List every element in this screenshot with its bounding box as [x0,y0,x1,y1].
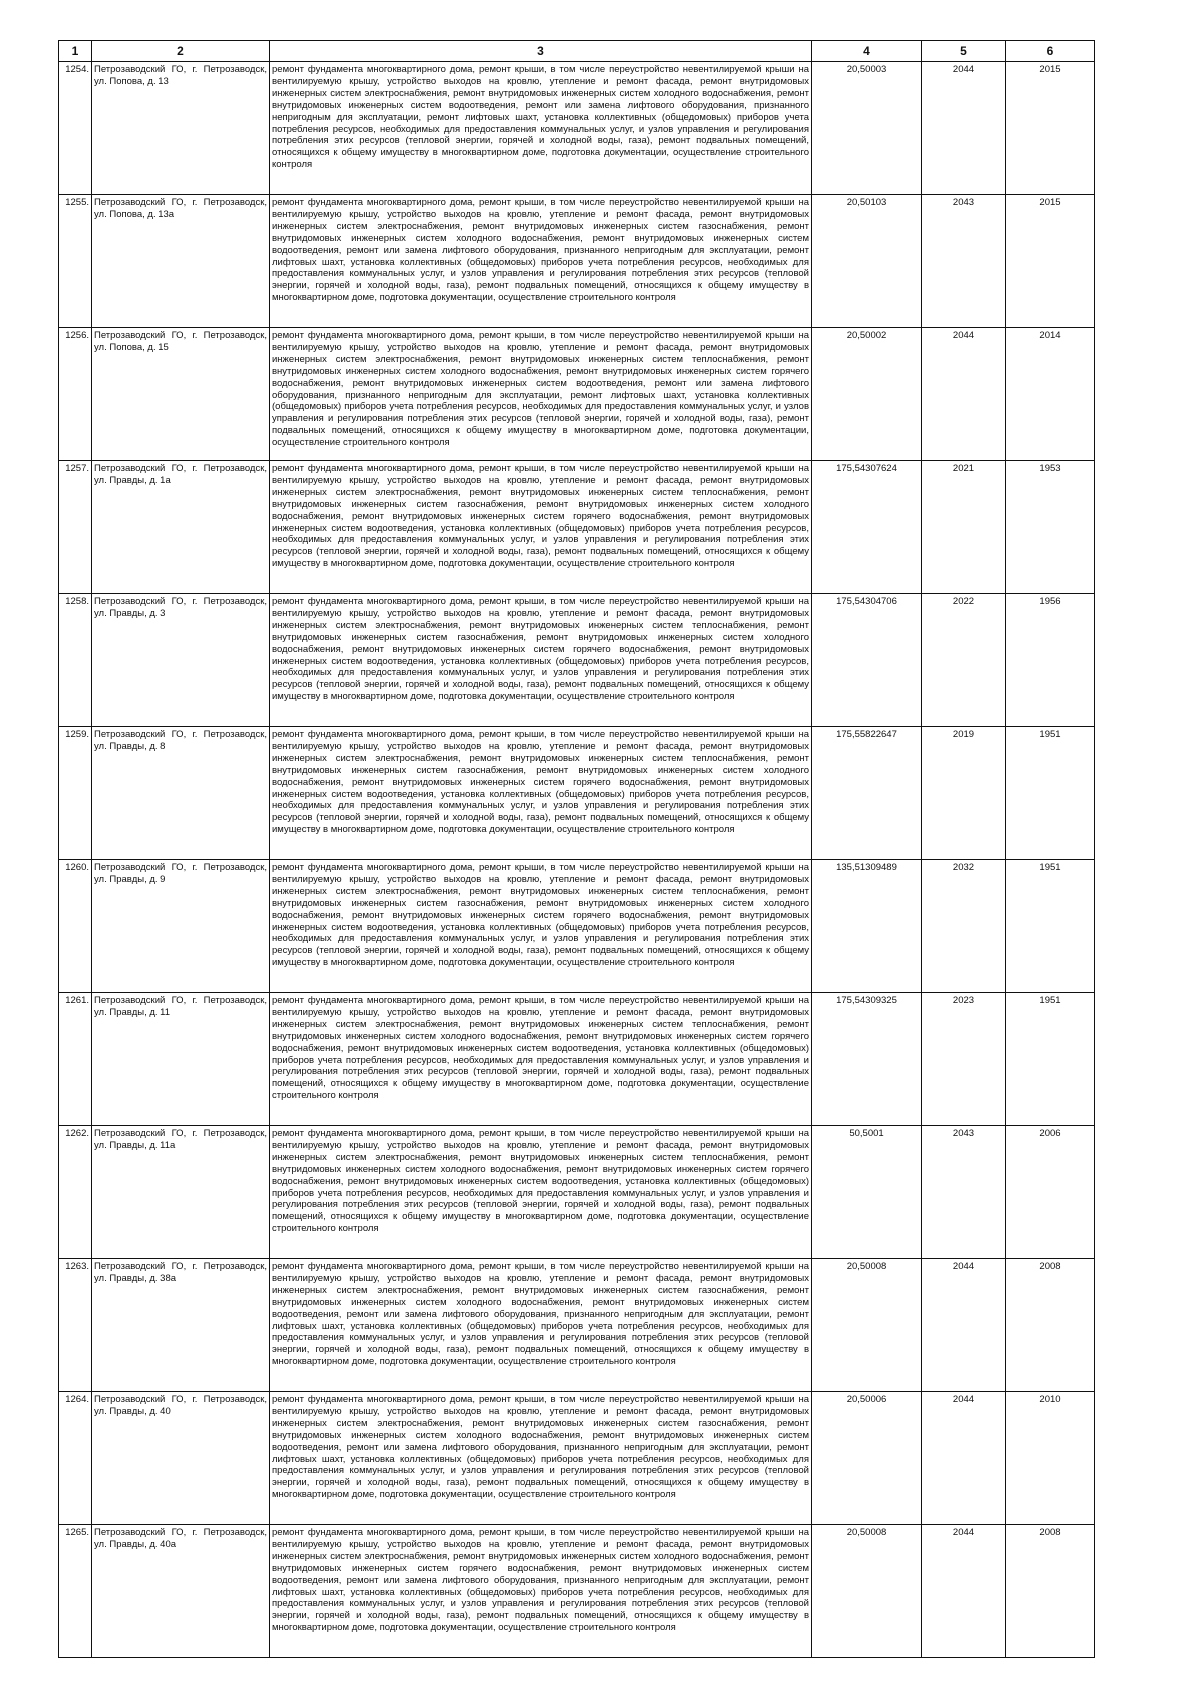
row-value-5: 2044 [922,1392,1006,1525]
row-value-5: 2043 [922,195,1006,328]
row-works: ремонт фундамента многоквартирного дома, ремонт крыши, в том числе переустройство невентилируемой крыши на вентилируемую крышу, устройство выходов на кровлю, утепление и ремонт фасада, ремонт внутридомовых инженерных систем электроснабжения, ремонт внутридомовых инженерных систем теплоснабжения, ремонт внутридомовых инженерных систем холодного водоснабжения, ремонт внутридомовых инженерных систем горячего водоснабжения, ремонт внутридомовых инженерных систем водоотведения, ремонт или замена лифтового оборудования, признанного непригодным для эксплуатации, ремонт лифтовых шахт, установка коллективных (общедомовых) приборов учета потребления ресурсов, необходимых для предоставления коммунальных услуг, и узлов управления и регулирования потребления этих ресурсов (тепловой энергии, горячей и холодной воды, газа), ремонт подвальных помещений, относящихся к общему имуществу в многоквартирном доме, подготовка документации, осуществление строительного контроля [270,328,812,461]
row-value-6: 2014 [1006,328,1095,461]
row-address: Петрозаводский ГО, г. Петрозаводск, ул. Правды, д. 9 [92,860,270,993]
row-value-4: 175,55822647 [812,727,922,860]
column-header-3: 3 [270,41,812,62]
table-row [59,993,1095,1126]
table-row [59,860,1095,993]
row-number: 1257. [59,461,92,594]
row-number: 1258. [59,594,92,727]
row-value-5: 2019 [922,727,1006,860]
row-value-5: 2044 [922,328,1006,461]
row-value-6: 1951 [1006,727,1095,860]
row-works: ремонт фундамента многоквартирного дома, ремонт крыши, в том числе переустройство невентилируемой крыши на вентилируемую крышу, устройство выходов на кровлю, утепление и ремонт фасада, ремонт внутридомовых инженерных систем электроснабжения, ремонт внутридомовых инженерных систем теплоснабжения, ремонт внутридомовых инженерных систем холодного водоснабжения, ремонт внутридомовых инженерных систем горячего водоснабжения, ремонт внутридомовых инженерных систем водоотведения, установка коллективных (общедомовых) приборов учета потребления ресурсов, необходимых для предоставления коммунальных услуг, и узлов управления и регулирования потребления этих ресурсов (тепловой энергии, горячей и холодной воды, газа), ремонт подвальных помещений, относящихся к общему имуществу в многоквартирном доме, подготовка документации, осуществление строительного контроля [270,1126,812,1259]
row-works: ремонт фундамента многоквартирного дома, ремонт крыши, в том числе переустройство невентилируемой крыши на вентилируемую крышу, устройство выходов на кровлю, утепление и ремонт фасада, ремонт внутридомовых инженерных систем электроснабжения, ремонт внутридомовых инженерных систем холодного водоснабжения, ремонт внутридомовых инженерных систем горячего водоснабжения, ремонт внутридомовых инженерных систем водоотведения, ремонт или замена лифтового оборудования, признанного непригодным для эксплуатации, ремонт лифтовых шахт, установка коллективных (общедомовых) приборов учета потребления ресурсов, необходимых для предоставления коммунальных услуг, и узлов управления и регулирования потребления этих ресурсов (тепловой энергии, горячей и холодной воды, газа), ремонт подвальных помещений, относящихся к общему имуществу в многоквартирном доме, подготовка документации, осуществление строительного контроля [270,1525,812,1658]
row-value-6: 1951 [1006,860,1095,993]
row-value-6: 2015 [1006,195,1095,328]
row-value-4: 135,51309489 [812,860,922,993]
row-value-6: 2010 [1006,1392,1095,1525]
row-value-4: 20,50008 [812,1525,922,1658]
row-value-5: 2043 [922,1126,1006,1259]
header-row [59,41,1095,62]
row-number: 1260. [59,860,92,993]
row-works: ремонт фундамента многоквартирного дома, ремонт крыши, в том числе переустройство невентилируемой крыши на вентилируемую крышу, устройство выходов на кровлю, утепление и ремонт фасада, ремонт внутридомовых инженерных систем электроснабжения, ремонт внутридомовых инженерных систем холодного водоснабжения, ремонт внутридомовых инженерных систем водоотведения, ремонт или замена лифтового оборудования, признанного непригодным для эксплуатации, ремонт лифтовых шахт, установка коллективных (общедомовых) приборов учета потребления ресурсов, необходимых для предоставления коммунальных услуг, и узлов управления и регулирования потребления этих ресурсов (тепловой энергии, горячей и холодной воды, газа), ремонт подвальных помещений, относящихся к общему имуществу в многоквартирном доме, подготовка документации, осуществление строительного контроля [270,62,812,195]
row-value-6: 2008 [1006,1259,1095,1392]
row-address: Петрозаводский ГО, г. Петрозаводск, ул. Правды, д. 3 [92,594,270,727]
row-works: ремонт фундамента многоквартирного дома, ремонт крыши, в том числе переустройство невентилируемой крыши на вентилируемую крышу, устройство выходов на кровлю, утепление и ремонт фасада, ремонт внутридомовых инженерных систем электроснабжения, ремонт внутридомовых инженерных систем теплоснабжения, ремонт внутридомовых инженерных систем газоснабжения, ремонт внутридомовых инженерных систем холодного водоснабжения, ремонт внутридомовых инженерных систем горячего водоснабжения, ремонт внутридомовых инженерных систем водоотведения, установка коллективных (общедомовых) приборов учета потребления ресурсов, необходимых для предоставления коммунальных услуг, и узлов управления и регулирования потребления этих ресурсов (тепловой энергии, горячей и холодной воды, газа), ремонт подвальных помещений, относящихся к общему имуществу в многоквартирном доме, подготовка документации, осуществление строительного контроля [270,727,812,860]
column-header-2: 2 [92,41,270,62]
row-address: Петрозаводский ГО, г. Петрозаводск, ул. Правды, д. 38а [92,1259,270,1392]
table-row [59,62,1095,195]
row-works: ремонт фундамента многоквартирного дома, ремонт крыши, в том числе переустройство невентилируемой крыши на вентилируемую крышу, устройство выходов на кровлю, утепление и ремонт фасада, ремонт внутридомовых инженерных систем электроснабжения, ремонт внутридомовых инженерных систем теплоснабжения, ремонт внутридомовых инженерных систем газоснабжения, ремонт внутридомовых инженерных систем холодного водоснабжения, ремонт внутридомовых инженерных систем горячего водоснабжения, ремонт внутридомовых инженерных систем водоотведения, установка коллективных (общедомовых) приборов учета потребления ресурсов, необходимых для предоставления коммунальных услуг, и узлов управления и регулирования потребления этих ресурсов (тепловой энергии, горячей и холодной воды, газа), ремонт подвальных помещений, относящихся к общему имуществу в многоквартирном доме, подготовка документации, осуществление строительного контроля [270,461,812,594]
row-number: 1265. [59,1525,92,1658]
row-value-5: 2044 [922,1259,1006,1392]
row-address: Петрозаводский ГО, г. Петрозаводск, ул. Правды, д. 11 [92,993,270,1126]
row-value-4: 175,54304706 [812,594,922,727]
row-value-4: 20,50103 [812,195,922,328]
row-address: Петрозаводский ГО, г. Петрозаводск, ул. Попова, д. 13 [92,62,270,195]
row-number: 1255. [59,195,92,328]
row-address: Петрозаводский ГО, г. Петрозаводск, ул. Правды, д. 8 [92,727,270,860]
table-row [59,328,1095,461]
row-number: 1254. [59,62,92,195]
row-address: Петрозаводский ГО, г. Петрозаводск, ул. Правды, д. 11а [92,1126,270,1259]
row-value-4: 175,54309325 [812,993,922,1126]
row-value-4: 50,5001 [812,1126,922,1259]
row-value-6: 2008 [1006,1525,1095,1658]
row-value-4: 175,54307624 [812,461,922,594]
row-value-4: 20,50002 [812,328,922,461]
housing-repair-table [58,40,1095,1658]
row-value-6: 2015 [1006,62,1095,195]
row-address: Петрозаводский ГО, г. Петрозаводск, ул. Правды, д. 40а [92,1525,270,1658]
table-row [59,1259,1095,1392]
row-address: Петрозаводский ГО, г. Петрозаводск, ул. Попова, д. 13а [92,195,270,328]
row-number: 1259. [59,727,92,860]
row-value-4: 20,50006 [812,1392,922,1525]
table-row [59,1392,1095,1525]
row-value-4: 20,50003 [812,62,922,195]
row-works: ремонт фундамента многоквартирного дома, ремонт крыши, в том числе переустройство невентилируемой крыши на вентилируемую крышу, устройство выходов на кровлю, утепление и ремонт фасада, ремонт внутридомовых инженерных систем электроснабжения, ремонт внутридомовых инженерных систем газоснабжения, ремонт внутридомовых инженерных систем холодного водоснабжения, ремонт внутридомовых инженерных систем водоотведения, ремонт или замена лифтового оборудования, признанного непригодным для эксплуатации, ремонт лифтовых шахт, установка коллективных (общедомовых) приборов учета потребления ресурсов, необходимых для предоставления коммунальных услуг, и узлов управления и регулирования потребления этих ресурсов (тепловой энергии, горячей и холодной воды, газа), ремонт подвальных помещений, относящихся к общему имуществу в многоквартирном доме, подготовка документации, осуществление строительного контроля [270,1259,812,1392]
document-page [58,40,1094,1658]
row-value-5: 2021 [922,461,1006,594]
row-number: 1264. [59,1392,92,1525]
column-header-1: 1 [59,41,92,62]
row-value-6: 1956 [1006,594,1095,727]
table-row [59,1126,1095,1259]
row-number: 1263. [59,1259,92,1392]
row-address: Петрозаводский ГО, г. Петрозаводск, ул. Правды, д. 40 [92,1392,270,1525]
row-works: ремонт фундамента многоквартирного дома, ремонт крыши, в том числе переустройство невентилируемой крыши на вентилируемую крышу, устройство выходов на кровлю, утепление и ремонт фасада, ремонт внутридомовых инженерных систем электроснабжения, ремонт внутридомовых инженерных систем теплоснабжения, ремонт внутридомовых инженерных систем газоснабжения, ремонт внутридомовых инженерных систем холодного водоснабжения, ремонт внутридомовых инженерных систем горячего водоснабжения, ремонт внутридомовых инженерных систем водоотведения, установка коллективных (общедомовых) приборов учета потребления ресурсов, необходимых для предоставления коммунальных услуг, и узлов управления и регулирования потребления этих ресурсов (тепловой энергии, горячей и холодной воды, газа), ремонт подвальных помещений, относящихся к общему имуществу в многоквартирном доме, подготовка документации, осуществление строительного контроля [270,860,812,993]
row-works: ремонт фундамента многоквартирного дома, ремонт крыши, в том числе переустройство невентилируемой крыши на вентилируемую крышу, устройство выходов на кровлю, утепление и ремонт фасада, ремонт внутридомовых инженерных систем электроснабжения, ремонт внутридомовых инженерных систем теплоснабжения, ремонт внутридомовых инженерных систем холодного водоснабжения, ремонт внутридомовых инженерных систем горячего водоснабжения, ремонт внутридомовых инженерных систем водоотведения, установка коллективных (общедомовых) приборов учета потребления ресурсов, необходимых для предоставления коммунальных услуг, и узлов управления и регулирования потребления этих ресурсов (тепловой энергии, горячей и холодной воды, газа), ремонт подвальных помещений, относящихся к общему имуществу в многоквартирном доме, подготовка документации, осуществление строительного контроля [270,993,812,1126]
row-works: ремонт фундамента многоквартирного дома, ремонт крыши, в том числе переустройство невентилируемой крыши на вентилируемую крышу, устройство выходов на кровлю, утепление и ремонт фасада, ремонт внутридомовых инженерных систем электроснабжения, ремонт внутридомовых инженерных систем газоснабжения, ремонт внутридомовых инженерных систем холодного водоснабжения, ремонт внутридомовых инженерных систем водоотведения, ремонт или замена лифтового оборудования, признанного непригодным для эксплуатации, ремонт лифтовых шахт, установка коллективных (общедомовых) приборов учета потребления ресурсов, необходимых для предоставления коммунальных услуг, и узлов управления и регулирования потребления этих ресурсов (тепловой энергии, горячей и холодной воды, газа), ремонт подвальных помещений, относящихся к общему имуществу в многоквартирном доме, подготовка документации, осуществление строительного контроля [270,1392,812,1525]
row-value-4: 20,50008 [812,1259,922,1392]
row-number: 1261. [59,993,92,1126]
table-row [59,461,1095,594]
column-header-5: 5 [922,41,1006,62]
table-row [59,594,1095,727]
row-value-5: 2023 [922,993,1006,1126]
table-row [59,727,1095,860]
row-value-5: 2022 [922,594,1006,727]
row-number: 1256. [59,328,92,461]
row-value-6: 2006 [1006,1126,1095,1259]
row-number: 1262. [59,1126,92,1259]
row-value-5: 2044 [922,1525,1006,1658]
table-row [59,195,1095,328]
row-address: Петрозаводский ГО, г. Петрозаводск, ул. Попова, д. 15 [92,328,270,461]
column-header-6: 6 [1006,41,1095,62]
row-works: ремонт фундамента многоквартирного дома, ремонт крыши, в том числе переустройство невентилируемой крыши на вентилируемую крышу, устройство выходов на кровлю, утепление и ремонт фасада, ремонт внутридомовых инженерных систем электроснабжения, ремонт внутридомовых инженерных систем газоснабжения, ремонт внутридомовых инженерных систем холодного водоснабжения, ремонт внутридомовых инженерных систем водоотведения, ремонт или замена лифтового оборудования, признанного непригодным для эксплуатации, ремонт лифтовых шахт, установка коллективных (общедомовых) приборов учета потребления ресурсов, необходимых для предоставления коммунальных услуг, и узлов управления и регулирования потребления этих ресурсов (тепловой энергии, горячей и холодной воды, газа), ремонт подвальных помещений, относящихся к общему имуществу в многоквартирном доме, подготовка документации, осуществление строительного контроля [270,195,812,328]
row-works: ремонт фундамента многоквартирного дома, ремонт крыши, в том числе переустройство невентилируемой крыши на вентилируемую крышу, устройство выходов на кровлю, утепление и ремонт фасада, ремонт внутридомовых инженерных систем электроснабжения, ремонт внутридомовых инженерных систем теплоснабжения, ремонт внутридомовых инженерных систем газоснабжения, ремонт внутридомовых инженерных систем холодного водоснабжения, ремонт внутридомовых инженерных систем горячего водоснабжения, ремонт внутридомовых инженерных систем водоотведения, установка коллективных (общедомовых) приборов учета потребления ресурсов, необходимых для предоставления коммунальных услуг, и узлов управления и регулирования потребления этих ресурсов (тепловой энергии, горячей и холодной воды, газа), ремонт подвальных помещений, относящихся к общему имуществу в многоквартирном доме, подготовка документации, осуществление строительного контроля [270,594,812,727]
table-row [59,1525,1095,1658]
row-value-6: 1953 [1006,461,1095,594]
row-value-5: 2044 [922,62,1006,195]
row-value-5: 2032 [922,860,1006,993]
column-header-4: 4 [812,41,922,62]
row-address: Петрозаводский ГО, г. Петрозаводск, ул. Правды, д. 1а [92,461,270,594]
row-value-6: 1951 [1006,993,1095,1126]
